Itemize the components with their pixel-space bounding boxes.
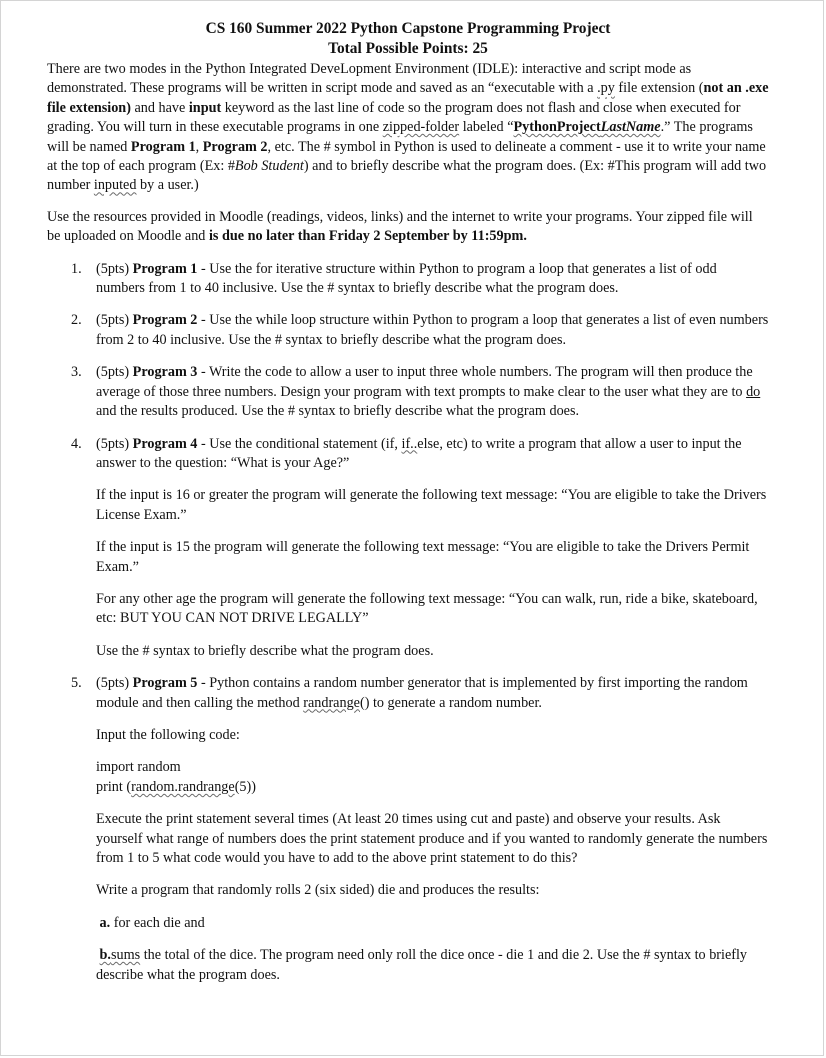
program-name: Program 1: [132, 260, 198, 277]
item-text: () to generate a random number.: [359, 694, 542, 711]
code-part: random.randrange: [131, 778, 235, 795]
intro-text: and have: [130, 99, 189, 116]
title-line-2: Total Possible Points: 25: [328, 40, 488, 57]
intro-text: ) and to briefly describe what the program does. (Ex: #This program will add two number: [47, 158, 767, 194]
dice-part-b: [96, 946, 769, 985]
code-block: [96, 758, 769, 797]
program-1-ref: Program 1: [130, 138, 196, 155]
part-b-label: b.: [99, 947, 111, 964]
intro-text: , etc. The # symbol in Python is used to delineate a comment - use it to write your name at the top of each program (Ex: #: [47, 138, 766, 175]
code-line-import: import random: [96, 759, 181, 776]
intro-text: file extension (: [614, 80, 704, 97]
program-name: Program 3: [132, 364, 198, 381]
program-name: Program 4: [132, 435, 198, 452]
title-line-1: CS 160 Summer 2022 Python Capstone Programming Project: [205, 20, 611, 37]
due-date: is due no later than Friday 2 September by 11:59pm.: [208, 228, 527, 245]
age-15-rule: If the input is 15 the program will generate the following text message: “You are eligible to take the Drivers Permit Exam.”: [96, 539, 750, 575]
code-line-print: [96, 778, 769, 797]
not-exe-note: not an .exe file extension): [47, 80, 769, 116]
item-text: else, etc) to write a program that allow a user to input the answer to the question: “What is your Age?”: [96, 435, 742, 471]
intro-text: keyword as the last line of code so the program does not flash and close when executed for grading. You will turn in these executable programs in one: [47, 99, 741, 136]
list-item-program-3: [47, 363, 769, 421]
part-b-text: the total of the dice. The program need only roll the dice once - die 1 and die 2. Use the # syntax to briefly describe what the program does.: [96, 947, 748, 983]
item-text: - Use the while loop structure within Python to program a loop that generates a list of even numbers from 2 to 40 inclusive. Use the # syntax to briefly describe what the program does.: [96, 312, 769, 348]
list-item-program-2: [47, 311, 769, 350]
intro-text: There are two modes in the Python Integrated DeveLopment Environment (IDLE): interactive and script mode as demonstrated. These programs will be written in script mode and saved as an “executable with a: [47, 61, 692, 97]
page-title: [47, 19, 769, 59]
item-text: and the results produced. Use the # syntax to briefly describe what the program does.: [96, 403, 580, 420]
item-number: 1.: [71, 260, 82, 277]
intro-text: .” The programs will be named: [47, 119, 753, 155]
points: (5pts): [96, 435, 133, 452]
py-extension: .py: [597, 80, 615, 97]
code-part: print (: [96, 778, 132, 795]
ifelse-term: if..: [401, 435, 418, 452]
list-item-program-1: [47, 260, 769, 299]
points: (5pts): [96, 312, 133, 329]
code-part: (5)): [234, 778, 256, 795]
item-text: - Use the for iterative structure within Python to program a loop that generates a list of odd numbers from 1 to 40 inclusive. Use the # syntax to briefly describe what the program does.: [96, 260, 717, 297]
dice-part-a: [96, 914, 769, 933]
item-number: 3.: [71, 364, 82, 381]
resources-paragraph: [47, 208, 769, 247]
do-word: do: [746, 383, 761, 400]
inputed-word: inputed: [93, 177, 137, 194]
code-intro: Input the following code:: [96, 726, 240, 743]
part-a-label: a.: [99, 914, 111, 931]
part-a-text: for each die and: [110, 914, 205, 931]
input-keyword: input: [188, 99, 222, 116]
item-text: - Write the code to allow a user to input three whole numbers. The program will then produce the average of those three numbers. Design your program with text prompts to make clear to the user what they are to: [96, 364, 753, 400]
age-16-rule: If the input is 16 or greater the program will generate the following text message: “You are eligible to take the Drivers License Exam.”: [96, 487, 767, 523]
intro-text: ,: [195, 138, 203, 155]
program-name: Program 5: [132, 675, 198, 692]
document-body: [47, 19, 769, 998]
resources-text: Use the resources provided in Moodle (readings, videos, links) and the internet to write your programs. Your zipped file will be uploaded on Moodle and: [47, 208, 753, 245]
points: (5pts): [96, 260, 133, 277]
intro-paragraph: [47, 60, 769, 196]
item-text: - Use the conditional statement (if,: [197, 435, 402, 452]
program-name: Program 2: [132, 312, 198, 329]
folder-name-lastname: LastName: [600, 119, 661, 136]
list-item-program-5: [47, 674, 769, 985]
intro-text: labeled “: [459, 119, 514, 136]
sums-word: sums: [110, 947, 141, 964]
dice-instruction: Write a program that randomly rolls 2 (six sided) die and produces the results:: [96, 882, 540, 899]
randrange-method: randrange: [303, 694, 360, 711]
points: (5pts): [96, 675, 133, 692]
item-number: 5.: [71, 675, 82, 692]
points: (5pts): [96, 364, 133, 381]
item-text: - Python contains a random number generator that is implemented by first importing the random module and then calling the method: [96, 675, 748, 711]
folder-name: PythonProject: [513, 119, 601, 136]
item-number: 4.: [71, 435, 82, 452]
execute-instruction: Execute the print statement several times (At least 20 times using cut and paste) and observe your results. Ask yourself what range of numbers does the print statement produce and if you wanted to randomly generate the numbers from 1 to 5 what code would you have to add to the above print statement to do this?: [96, 811, 768, 866]
other-age-rule: For any other age the program will generate the following text message: “You can walk, run, ride a bike, skateboard, etc: BUT YOU CAN NOT DRIVE LEGALLY”: [96, 590, 758, 627]
program-2-ref: Program 2: [202, 138, 268, 155]
comment-instruction: Use the # syntax to briefly describe what the program does.: [96, 642, 434, 659]
list-item-program-4: [47, 435, 769, 662]
example-name: Bob Student: [234, 158, 304, 175]
zipped-folder-term: zipped-folder: [382, 119, 460, 136]
item-number: 2.: [71, 312, 82, 329]
intro-text: by a user.): [136, 177, 199, 194]
program-list: [47, 260, 769, 985]
